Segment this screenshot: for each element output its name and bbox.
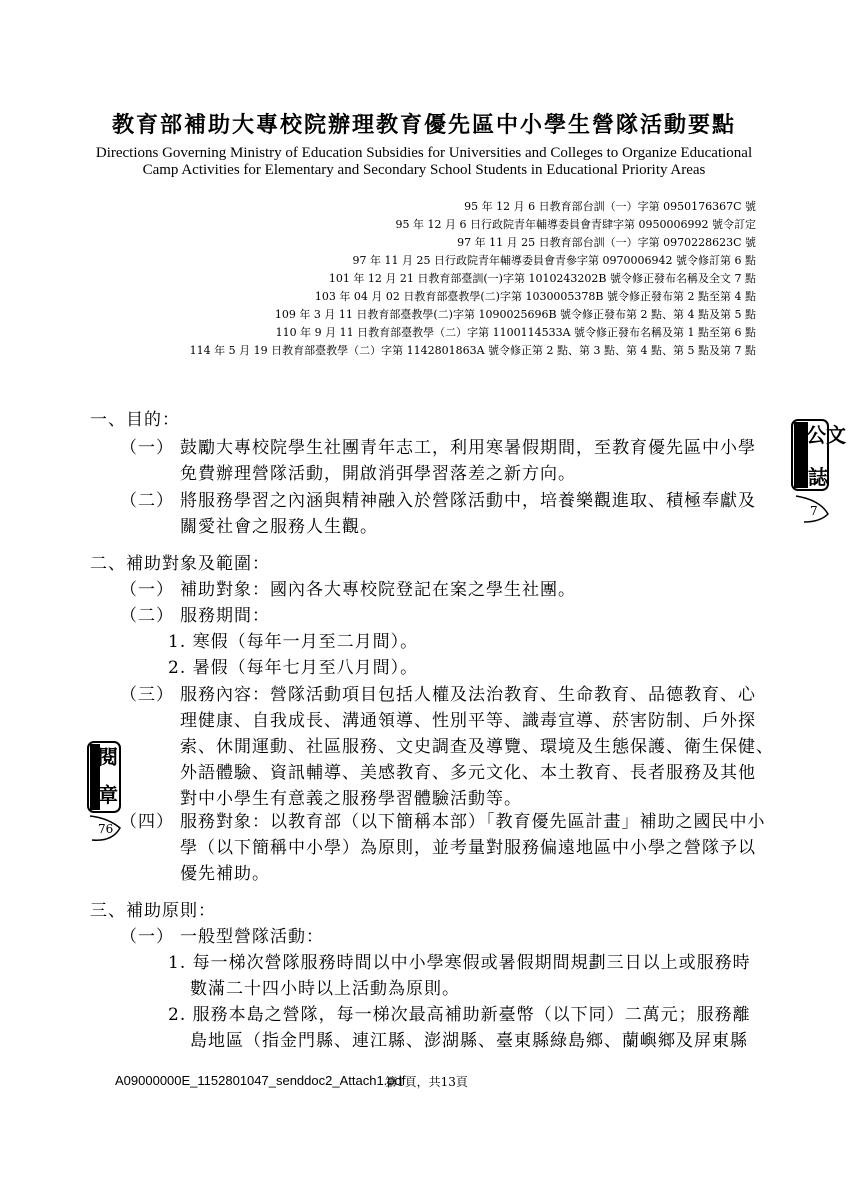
body-text: 免費辦理營隊活動，開啟消弭學習落差之新方向。 [180,464,576,484]
body-text: 服務期間： [180,606,270,626]
body-text: 服務對象：以教育部（以下簡稱本部）「教育優先區計畫」補助之國民中小 [180,812,766,832]
history-line: 97 年 11 月 25 日教育部台訓（一）字第 0970228623C 號 [457,236,756,249]
english-title: Directions Governing Ministry of Education Subsidies for Universities and Colleges to Organize Educational Camp Activities for Elementary and Secondary School Students in Educational Priority Areas [95,145,753,178]
body-text: 優先補助。 [180,864,270,884]
sub-item: 2. 服務本島之營隊，每一梯次最高補助新臺幣（以下同）二萬元；服務離 [168,1005,751,1025]
body-text: 外語體驗、資訊輔導、美感教育、多元文化、本土教育、長者服務及其他 [180,763,756,783]
section-heading: 三、補助原則： [90,901,216,921]
document-stamp-left [86,740,130,844]
item-number: （三） [120,685,174,705]
sub-item: 1. 寒假（每年一月至二月間）。 [168,632,419,652]
item-number: （一） [120,580,174,600]
body-text: 對中小學生有意義之服務學習體驗活動等。 [180,789,522,809]
history-line: 101 年 12 月 21 日教育部臺訓(一)字第 1010243202B 號令修正發布名稱及全文 7 點 [328,272,756,285]
stamp-text: 誌 [808,465,828,489]
stamp-number: 76 [98,822,114,836]
history-line: 109 年 3 月 11 日教育部臺教學(二)字第 1090025696B 號令修正發布第 2 點、第 4 點及第 5 點 [274,308,756,321]
history-line: 95 年 12 月 6 日教育部台訓（一）字第 0950176367C 號 [464,200,756,213]
body-text: 一般型營隊活動： [180,927,324,947]
history-line: 95 年 12 月 6 日行政院青年輔導委員會青肆字第 0950006992 號令訂定 [395,218,756,231]
history-line: 110 年 9 月 11 日教育部臺教學（二）字第 1100114533A 號令修正發布名稱及第 1 點至第 6 點 [275,326,756,339]
page-info: 第1頁，共13頁 [385,1075,468,1089]
stamp-text: 章 [98,783,118,807]
sub-item: 2. 暑假（每年七月至八月間）。 [168,658,419,678]
document-title: 教育部補助大專校院辦理教育優先區中小學生營隊活動要點 [111,112,736,138]
item-number: （一） [120,438,174,458]
item-number: （二） [120,606,174,626]
body-text: 學（以下簡稱中小學）為原則，並考量對服務偏遠地區中小學之營隊予以 [180,838,756,858]
history-line: 114 年 5 月 19 日教育部臺教學（二）字第 1142801863A 號令修正第 2 點、第 3 點、第 4 點、第 5 點及第 7 點 [189,344,756,357]
stamp-number: 7 [810,504,818,518]
sub-item: 島地區（指金門縣、連江縣、澎湖縣、臺東縣綠島鄉、蘭嶼鄉及屏東縣 [190,1031,748,1051]
sub-item: 數滿二十四小時以上活動為原則。 [190,979,460,999]
stamp-text: 公文 [806,423,846,447]
document-stamp-top [790,418,846,526]
history-line: 97 年 11 月 25 日行政院青年輔導委員會青參字第 0970006942 號令修訂第 6 點 [352,254,756,267]
body-text: 鼓勵大專校院學生社團青年志工，利用寒暑假期間，至教育優先區中小學 [180,438,756,458]
body-text: 將服務學習之內涵與精神融入於營隊活動中，培養樂觀進取、積極奉獻及 [180,491,756,511]
history-line: 103 年 04 月 02 日教育部臺教學(二)字第 1030005378B 號令修正發布第 2 點至第 4 點 [314,290,756,303]
body-text: 索、休閒運動、社區服務、文史調查及導覽、環境及生態保護、衛生保健、 [180,737,774,757]
item-number: （一） [120,927,174,947]
body-text: 理健康、自我成長、溝通領導、性別平等、識毒宣導、菸害防制、戶外探 [180,711,756,731]
item-number: （四） [120,812,174,832]
stamp-text: 閱 [98,745,118,769]
footer-filename: A09000000E_1152801047_senddoc2_Attach1.pdf [115,1073,406,1088]
body-text: 補助對象：國內各大專校院登記在案之學生社團。 [180,580,576,600]
section-heading: 二、補助對象及範圍： [90,554,270,574]
item-number: （二） [120,491,174,511]
body-text: 關愛社會之服務人生觀。 [180,517,378,537]
section-heading: 一、目的： [90,410,180,430]
body-text: 服務內容：營隊活動項目包括人權及法治教育、生命教育、品德教育、心 [180,685,756,705]
sub-item: 1. 每一梯次營隊服務時間以中小學寒假或暑假期間規劃三日以上或服務時 [168,953,751,973]
